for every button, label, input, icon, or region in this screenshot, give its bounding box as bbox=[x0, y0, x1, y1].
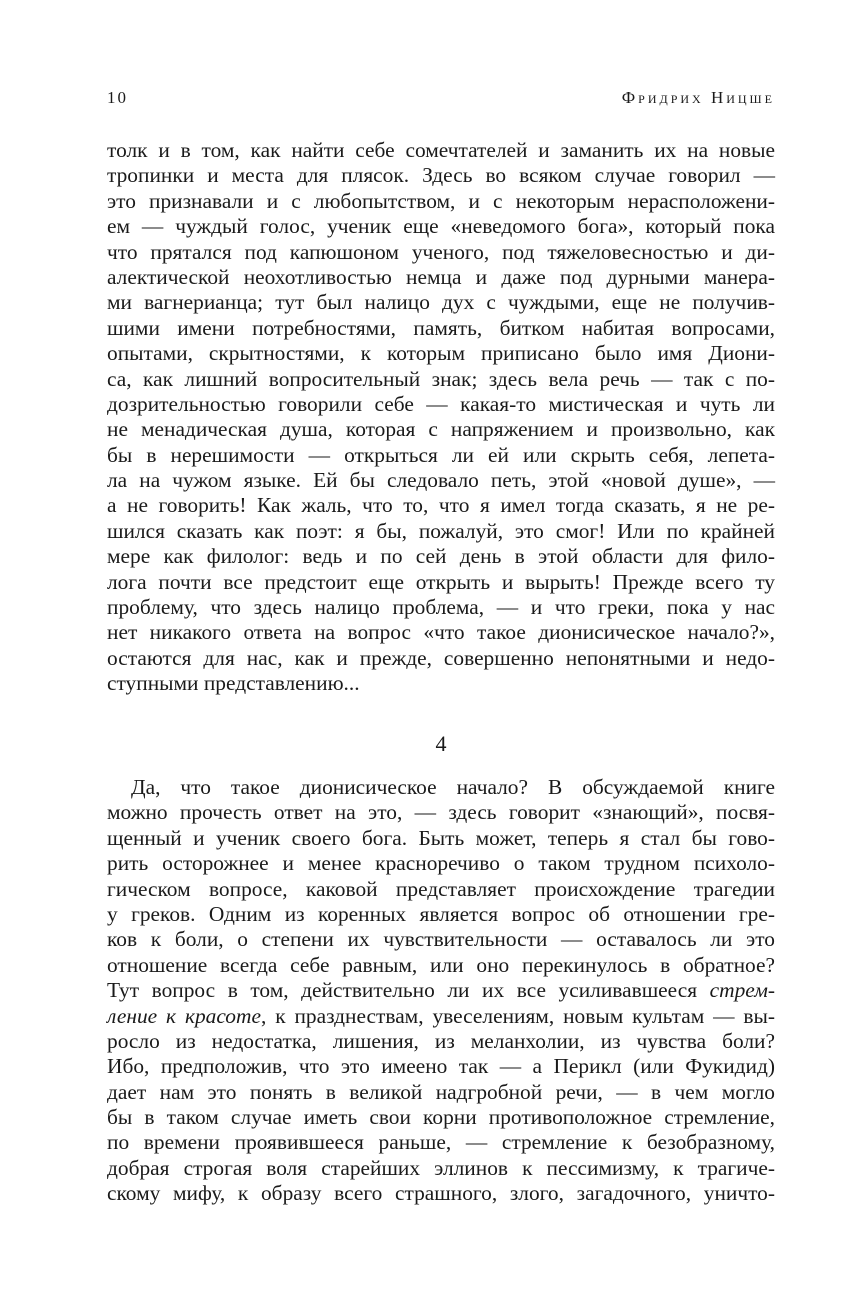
text-line: опытами, скрытностями, к которым приписано было имя Диони- bbox=[107, 341, 775, 366]
text-line: са, как лишний вопросительный знак; здесь вела речь — так с по- bbox=[107, 366, 775, 391]
text-line: остаются для нас, как и прежде, совершенно непонятными и недо- bbox=[107, 645, 775, 670]
text-line: проблему, что здесь налицо проблема, — и что греки, пока у нас bbox=[107, 595, 775, 620]
page-number: 10 bbox=[107, 88, 128, 107]
text-line: ми вагнерианца; тут был налицо дух с чуждыми, еще не получив- bbox=[107, 290, 775, 315]
text-line: ступными представлению... bbox=[107, 671, 360, 696]
text-line: скому мифу, к образу всего страшного, злого, загадочного, уничто- bbox=[107, 1181, 775, 1206]
text-line: а не говорить! Как жаль, что то, что я имел тогда сказать, я не ре- bbox=[107, 493, 775, 518]
text-line: добрая строгая воля старейших эллинов к пессимизму, к трагиче- bbox=[107, 1155, 775, 1180]
text-line: лога почти все предстоит еще открыть и вырыть! Прежде всего ту bbox=[107, 569, 775, 594]
text-line: рить осторожнее и менее красноречиво о таком трудном психоло- bbox=[107, 851, 775, 876]
text-line: бы в нерешимости — открыться ли ей или скрыть себя, лепета- bbox=[107, 442, 775, 467]
text-line-with-italic bbox=[107, 1004, 775, 1029]
text-line: дает нам это понять в великой надгробной речи, — в чем могло bbox=[107, 1079, 775, 1104]
text-line: шился сказать как поэт: я бы, пожалуй, это смог! Или по крайней bbox=[107, 518, 775, 543]
italic-phrase-part-2: ление к красоте bbox=[107, 1003, 261, 1028]
section-4-paragraph bbox=[107, 775, 775, 1207]
text-line: можно прочесть ответ на это, — здесь говорит «знающий», посвя- bbox=[107, 800, 775, 825]
text-line: росло из недостатка, лишения, из меланхолии, из чувства боли? bbox=[107, 1028, 775, 1053]
text-line: мере как филолог: ведь и по сей день в этой области для фило- bbox=[107, 544, 775, 569]
running-header bbox=[107, 88, 775, 114]
text-line: ков к боли, о степени их чувствительности — оставалось ли это bbox=[107, 927, 775, 952]
text-line: это признавали и с любопытством, и с некоторым нерасположени- bbox=[107, 188, 775, 213]
text-line: по времени проявившееся раньше, — стремление к безобразному, bbox=[107, 1130, 775, 1155]
text-span: , к празднествам, увеселениям, новым культам — вы- bbox=[260, 1003, 775, 1028]
text-line: отношение всегда себе равным, или оно перекинулось в обратное? bbox=[107, 952, 775, 977]
text-line: бы в таком случае иметь свои корни противоположное стремление, bbox=[107, 1105, 775, 1130]
text-line-with-italic bbox=[107, 978, 775, 1003]
text-line: щенный и ученик своего бога. Быть может, теперь я стал бы гово- bbox=[107, 825, 775, 850]
text-line: Да, что такое дионисическое начало? В обсуждаемой книге bbox=[131, 775, 775, 799]
text-line: у греков. Одним из коренных является вопрос об отношении гре- bbox=[107, 901, 775, 926]
text-line: нет никакого ответа на вопрос «что такое дионисическое начало?», bbox=[107, 620, 775, 645]
paragraph-continuation bbox=[107, 138, 775, 697]
italic-phrase-part-1: стрем- bbox=[709, 978, 775, 1003]
text-line: Ибо, предположив, что это имеено так — а Перикл (или Фукидид) bbox=[107, 1054, 775, 1079]
text-span: Тут вопрос в том, действительно ли их все усиливавшееся bbox=[107, 978, 698, 1003]
section-number: 4 bbox=[435, 731, 447, 756]
text-line: что прятался под капюшоном ученого, под тяжеловесностью и ди- bbox=[107, 239, 775, 264]
text-line: гическом вопросе, каковой представляет происхождение трагедии bbox=[107, 876, 775, 901]
text-line: ем — чуждый голос, ученик еще «неведомого бога», который пока bbox=[107, 214, 775, 239]
running-title-author: Фридрих Ницше bbox=[621, 88, 775, 107]
text-line: алектической неохотливостью немца и даже под дурными манера- bbox=[107, 264, 775, 289]
text-line: шими имени потребностями, память, битком набитая вопросами, bbox=[107, 315, 775, 340]
text-line: толк и в том, как найти себе сомечтателей и заманить их на новые bbox=[107, 138, 775, 162]
text-line: тропинки и места для плясок. Здесь во всяком случае говорил — bbox=[107, 163, 775, 188]
text-line: не менадическая душа, которая с напряжением и произвольно, как bbox=[107, 417, 775, 442]
text-line: ла на чужом языке. Ей бы следовало петь, этой «новой душе», — bbox=[107, 468, 775, 493]
text-line: дозрительностью говорили себе — какая-то мистическая и чуть ли bbox=[107, 391, 775, 416]
